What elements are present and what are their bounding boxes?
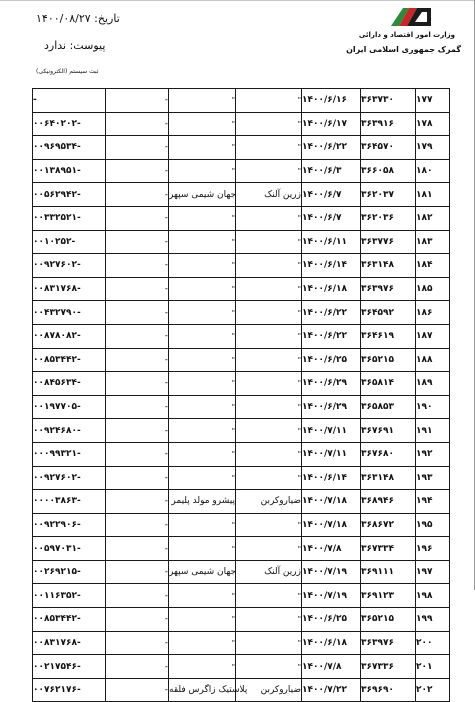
company-cell: " [169,136,236,160]
dash-cell: - [106,277,169,301]
row-number-cell: ۱۹۶ [416,537,450,561]
row-number-cell: ۱۸۲ [416,206,450,230]
dash-cell: - [106,159,169,183]
amount-cell: ۰۰۱۳۸۹۵۱- [33,159,106,183]
dash-cell: - [106,348,169,372]
code-cell: ۳۶۳۹۷۶ [361,631,416,655]
name-cell: " [236,584,302,608]
name-cell: " [236,419,302,443]
code-cell: ۳۶۳۹۷۶ [361,277,416,301]
table-row [33,584,450,608]
code-cell: ۳۶۷۶۸۰ [361,442,416,466]
date-cell: ۱۴۰۰/۶/۲۹ [302,395,361,419]
code-cell: ۳۶۳۷۷۶ [361,230,416,254]
name-cell: " [236,348,302,372]
date-cell: ۱۴۰۰/۶/۷ [302,183,361,207]
company-cell: " [169,301,236,325]
company-cell: " [169,348,236,372]
table-row [33,490,450,514]
dash-cell: - [106,136,169,160]
table-row [33,466,450,490]
code-cell: ۳۶۷۳۳۶ [361,655,416,679]
row-number-cell: ۱۸۳ [416,230,450,254]
code-cell: ۳۶۵۸۱۴ [361,372,416,396]
row-number-cell: ۱۹۸ [416,584,450,608]
date-cell: ۱۴۰۰/۷/۲۲ [302,678,361,702]
amount-cell: ۰۰۱۰۲۵۲- [33,230,106,254]
date-cell: ۱۴۰۰/۷/۱۱ [302,419,361,443]
amount-cell: ۰۰۱۱۶۳۵۲- [33,584,106,608]
table-row [33,136,450,160]
code-cell: ۳۶۲۰۳۷ [361,183,416,207]
table-row [33,112,450,136]
code-cell: ۳۶۷۳۳۴ [361,537,416,561]
date-cell: ۱۴۰۰/۶/۲۲ [302,136,361,160]
table-row [33,183,450,207]
table-row [33,537,450,561]
table-row [33,348,450,372]
name-cell: " [236,513,302,537]
row-number-cell: ۲۰۲ [416,678,450,702]
dash-cell: - [106,324,169,348]
code-cell: ۳۶۹۱۲۳ [361,584,416,608]
amount-cell: - [33,89,106,113]
table-row [33,395,450,419]
shipments-table [32,88,450,702]
date-cell: ۱۴۰۰/۶/۱۴ [302,466,361,490]
row-number-cell: ۱۸۱ [416,183,450,207]
registration-note: ثبت سیستم (الکترونیکی) [36,68,99,75]
amount-cell: ۰۰۴۳۲۷۹۰- [33,301,106,325]
company-cell: " [169,372,236,396]
table-row [33,206,450,230]
company-cell: " [169,254,236,278]
table-row [33,655,450,679]
ministry-name: وزارت امور اقتصاد و دارائی [358,31,455,39]
table-row [33,608,450,632]
code-cell: ۳۶۳۱۴۸ [361,254,416,278]
code-cell: ۳۶۳۹۱۶ [361,112,416,136]
date-cell: ۱۴۰۰/۶/۱۷ [302,112,361,136]
code-cell: ۳۶۸۶۷۲ [361,513,416,537]
company-cell: " [169,89,236,113]
dash-cell: - [106,112,169,136]
date-cell: ۱۴۰۰/۷/۱۸ [302,490,361,514]
row-number-cell: ۱۹۱ [416,419,450,443]
amount-cell: ۰۰۸۷۸۰۸۲- [33,324,106,348]
code-cell: ۳۶۴۵۹۲ [361,301,416,325]
row-number-cell: ۱۸۷ [416,324,450,348]
row-number-cell: ۱۹۷ [416,560,450,584]
dash-cell: - [106,608,169,632]
row-number-cell: ۱۹۵ [416,513,450,537]
date-cell: ۱۴۰۰/۶/۷ [302,206,361,230]
row-number-cell: ۱۹۰ [416,395,450,419]
amount-cell: ۰۰۰۰۳۸۶۳- [33,490,106,514]
company-cell: " [169,112,236,136]
name-cell: " [236,608,302,632]
dash-cell: - [106,206,169,230]
company-cell: " [169,631,236,655]
date-cell: ۱۴۰۰/۷/۱۹ [302,584,361,608]
row-number-cell: ۲۰۰ [416,631,450,655]
name-cell: " [236,537,302,561]
table-row [33,324,450,348]
name-cell: " [236,277,302,301]
code-cell: ۳۶۴۶۱۹ [361,324,416,348]
dash-cell: - [106,584,169,608]
amount-cell: ۰۰۸۵۳۴۴۲- [33,348,106,372]
code-cell: ۳۶۸۹۴۶ [361,490,416,514]
amount-cell: ۰۰۹۲۷۶۰۲- [33,254,106,278]
row-number-cell: ۱۸۸ [416,348,450,372]
company-cell: " [169,584,236,608]
row-number-cell: ۱۸۶ [416,301,450,325]
name-cell: " [236,136,302,160]
amount-cell: ۰۰۸۳۱۷۶۸- [33,631,106,655]
dash-cell: - [106,490,169,514]
name-cell: " [236,89,302,113]
row-number-cell: ۱۷۸ [416,112,450,136]
row-number-cell: ۱۹۴ [416,490,450,514]
row-number-cell: ۲۰۱ [416,655,450,679]
amount-cell: ۰۰۹۲۲۹۰۶- [33,513,106,537]
code-cell: ۳۶۵۲۱۵ [361,608,416,632]
name-cell: زرین آلنک [236,183,302,207]
dash-cell: - [106,678,169,702]
date-cell: ۱۴۰۰/۶/۳ [302,159,361,183]
amount-cell: ۰۰۲۶۹۲۱۵- [33,560,106,584]
company-cell: " [169,513,236,537]
row-number-cell: ۱۷۷ [416,89,450,113]
company-cell: " [169,419,236,443]
date-cell: ۱۴۰۰/۶/۱۸ [302,277,361,301]
company-cell: پلاستیک زاگرس فلقه [169,678,236,702]
date-cell: ۱۴۰۰/۷/۱۱ [302,442,361,466]
date-cell: ۱۴۰۰/۶/۱۱ [302,230,361,254]
dash-cell: - [106,230,169,254]
code-cell: ۳۶۶۰۵۸ [361,159,416,183]
amount-cell: ۰۰۸۵۳۴۴۲- [33,608,106,632]
table-row [33,631,450,655]
amount-cell: ۰۰۶۴۰۲۰۲- [33,112,106,136]
date-cell: ۱۴۰۰/۶/۲۲ [302,324,361,348]
name-cell: " [236,442,302,466]
date-cell: ۱۴۰۰/۷/۸ [302,537,361,561]
dash-cell: - [106,537,169,561]
dash-cell: - [106,419,169,443]
company-cell: جهان شیمی سپهر [169,560,236,584]
name-cell: " [236,324,302,348]
table-row [33,159,450,183]
dash-cell: - [106,372,169,396]
date-cell: ۱۴۰۰/۶/۱۴ [302,254,361,278]
table-row [33,89,450,113]
window-top-edge [0,0,475,1]
date-cell: ۱۴۰۰/۶/۲۵ [302,348,361,372]
dash-cell: - [106,89,169,113]
amount-cell: ۰۰۹۲۴۶۸۰- [33,419,106,443]
dash-cell: - [106,442,169,466]
company-cell: " [169,206,236,230]
dash-cell: - [106,631,169,655]
company-cell: " [169,537,236,561]
name-cell: " [236,372,302,396]
date-cell: ۱۴۰۰/۶/۲۹ [302,372,361,396]
attachment-status: پیوست: ندارد [44,39,106,52]
dash-cell: - [106,466,169,490]
date-cell: ۱۴۰۰/۶/۲۵ [302,608,361,632]
code-cell: ۳۶۵۲۱۵ [361,348,416,372]
code-cell: ۳۶۹۱۱۱ [361,560,416,584]
code-cell: ۳۶۹۶۹۰ [361,678,416,702]
name-cell: " [236,655,302,679]
name-cell: " [236,466,302,490]
row-number-cell: ۱۸۰ [416,159,450,183]
row-number-cell: ۱۸۴ [416,254,450,278]
company-cell: " [169,655,236,679]
amount-cell: ۰۰۵۹۷۰۳۱- [33,537,106,561]
dash-cell: - [106,254,169,278]
table-row [33,372,450,396]
date-cell: ۱۴۰۰/۶/۲۲ [302,301,361,325]
date-cell: ۱۴۰۰/۶/۱۶ [302,89,361,113]
dash-cell: - [106,513,169,537]
row-number-cell: ۱۸۹ [416,372,450,396]
company-cell: " [169,466,236,490]
name-cell: " [236,112,302,136]
name-cell: زرین آلنک [236,560,302,584]
company-cell: پیشرو مولد پلیمر [169,490,236,514]
code-cell: ۳۶۲۰۳۶ [361,206,416,230]
name-cell: " [236,254,302,278]
customs-logo-icon [389,4,433,28]
company-cell: جهان شیمی سپهر [169,183,236,207]
table-row [33,442,450,466]
amount-cell: ۰۰۷۶۲۱۷۶- [33,678,106,702]
amount-cell: ۰۰۰۹۹۳۲۱- [33,442,106,466]
table-row [33,560,450,584]
table-row [33,254,450,278]
code-cell: ۳۶۳۷۳۰ [361,89,416,113]
company-cell: " [169,395,236,419]
table-row [33,301,450,325]
name-cell: ضیاروکربن [236,490,302,514]
name-cell: " [236,395,302,419]
table-row [33,230,450,254]
date-cell: ۱۴۰۰/۷/۱۸ [302,513,361,537]
amount-cell: ۰۰۹۲۷۶۰۲- [33,466,106,490]
date-cell: ۱۴۰۰/۶/۱۸ [302,631,361,655]
company-cell: " [169,277,236,301]
amount-cell: ۰۰۸۳۱۷۶۸- [33,277,106,301]
amount-cell: ۰۰۹۶۹۵۳۴- [33,136,106,160]
code-cell: ۳۶۴۵۷۰ [361,136,416,160]
code-cell: ۳۶۳۱۴۸ [361,466,416,490]
name-cell: " [236,631,302,655]
row-number-cell: ۱۹۲ [416,442,450,466]
amount-cell: ۰۰۱۹۷۷۰۵- [33,395,106,419]
code-cell: ۳۶۵۸۵۳ [361,395,416,419]
dash-cell: - [106,395,169,419]
table-row [33,277,450,301]
dash-cell: - [106,560,169,584]
code-cell: ۳۶۷۶۹۱ [361,419,416,443]
dash-cell: - [106,183,169,207]
customs-name: گمرک جمهوری اسلامی ایران [346,45,461,54]
amount-cell: ۰۰۵۶۲۹۴۲- [33,183,106,207]
name-cell: ضیاروکربن [236,678,302,702]
dash-cell: - [106,301,169,325]
company-cell: " [169,159,236,183]
table-row [33,678,450,702]
name-cell: " [236,159,302,183]
table-row [33,419,450,443]
amount-cell: ۰۰۲۱۷۵۴۶- [33,655,106,679]
row-number-cell: ۱۹۹ [416,608,450,632]
letter-date: تاریخ: ۱۴۰۰/۰۸/۲۷ [36,12,120,25]
name-cell: " [236,230,302,254]
table-row [33,513,450,537]
name-cell: " [236,206,302,230]
row-number-cell: ۱۸۵ [416,277,450,301]
date-cell: ۱۴۰۰/۷/۸ [302,655,361,679]
company-cell: " [169,608,236,632]
company-cell: " [169,324,236,348]
row-number-cell: ۱۹۳ [416,466,450,490]
amount-cell: ۰۰۳۳۲۵۲۱- [33,206,106,230]
name-cell: " [236,301,302,325]
amount-cell: ۰۰۸۴۵۶۳۴- [33,372,106,396]
dash-cell: - [106,655,169,679]
date-cell: ۱۴۰۰/۷/۱۹ [302,560,361,584]
company-cell: " [169,442,236,466]
company-cell: " [169,230,236,254]
row-number-cell: ۱۷۹ [416,136,450,160]
